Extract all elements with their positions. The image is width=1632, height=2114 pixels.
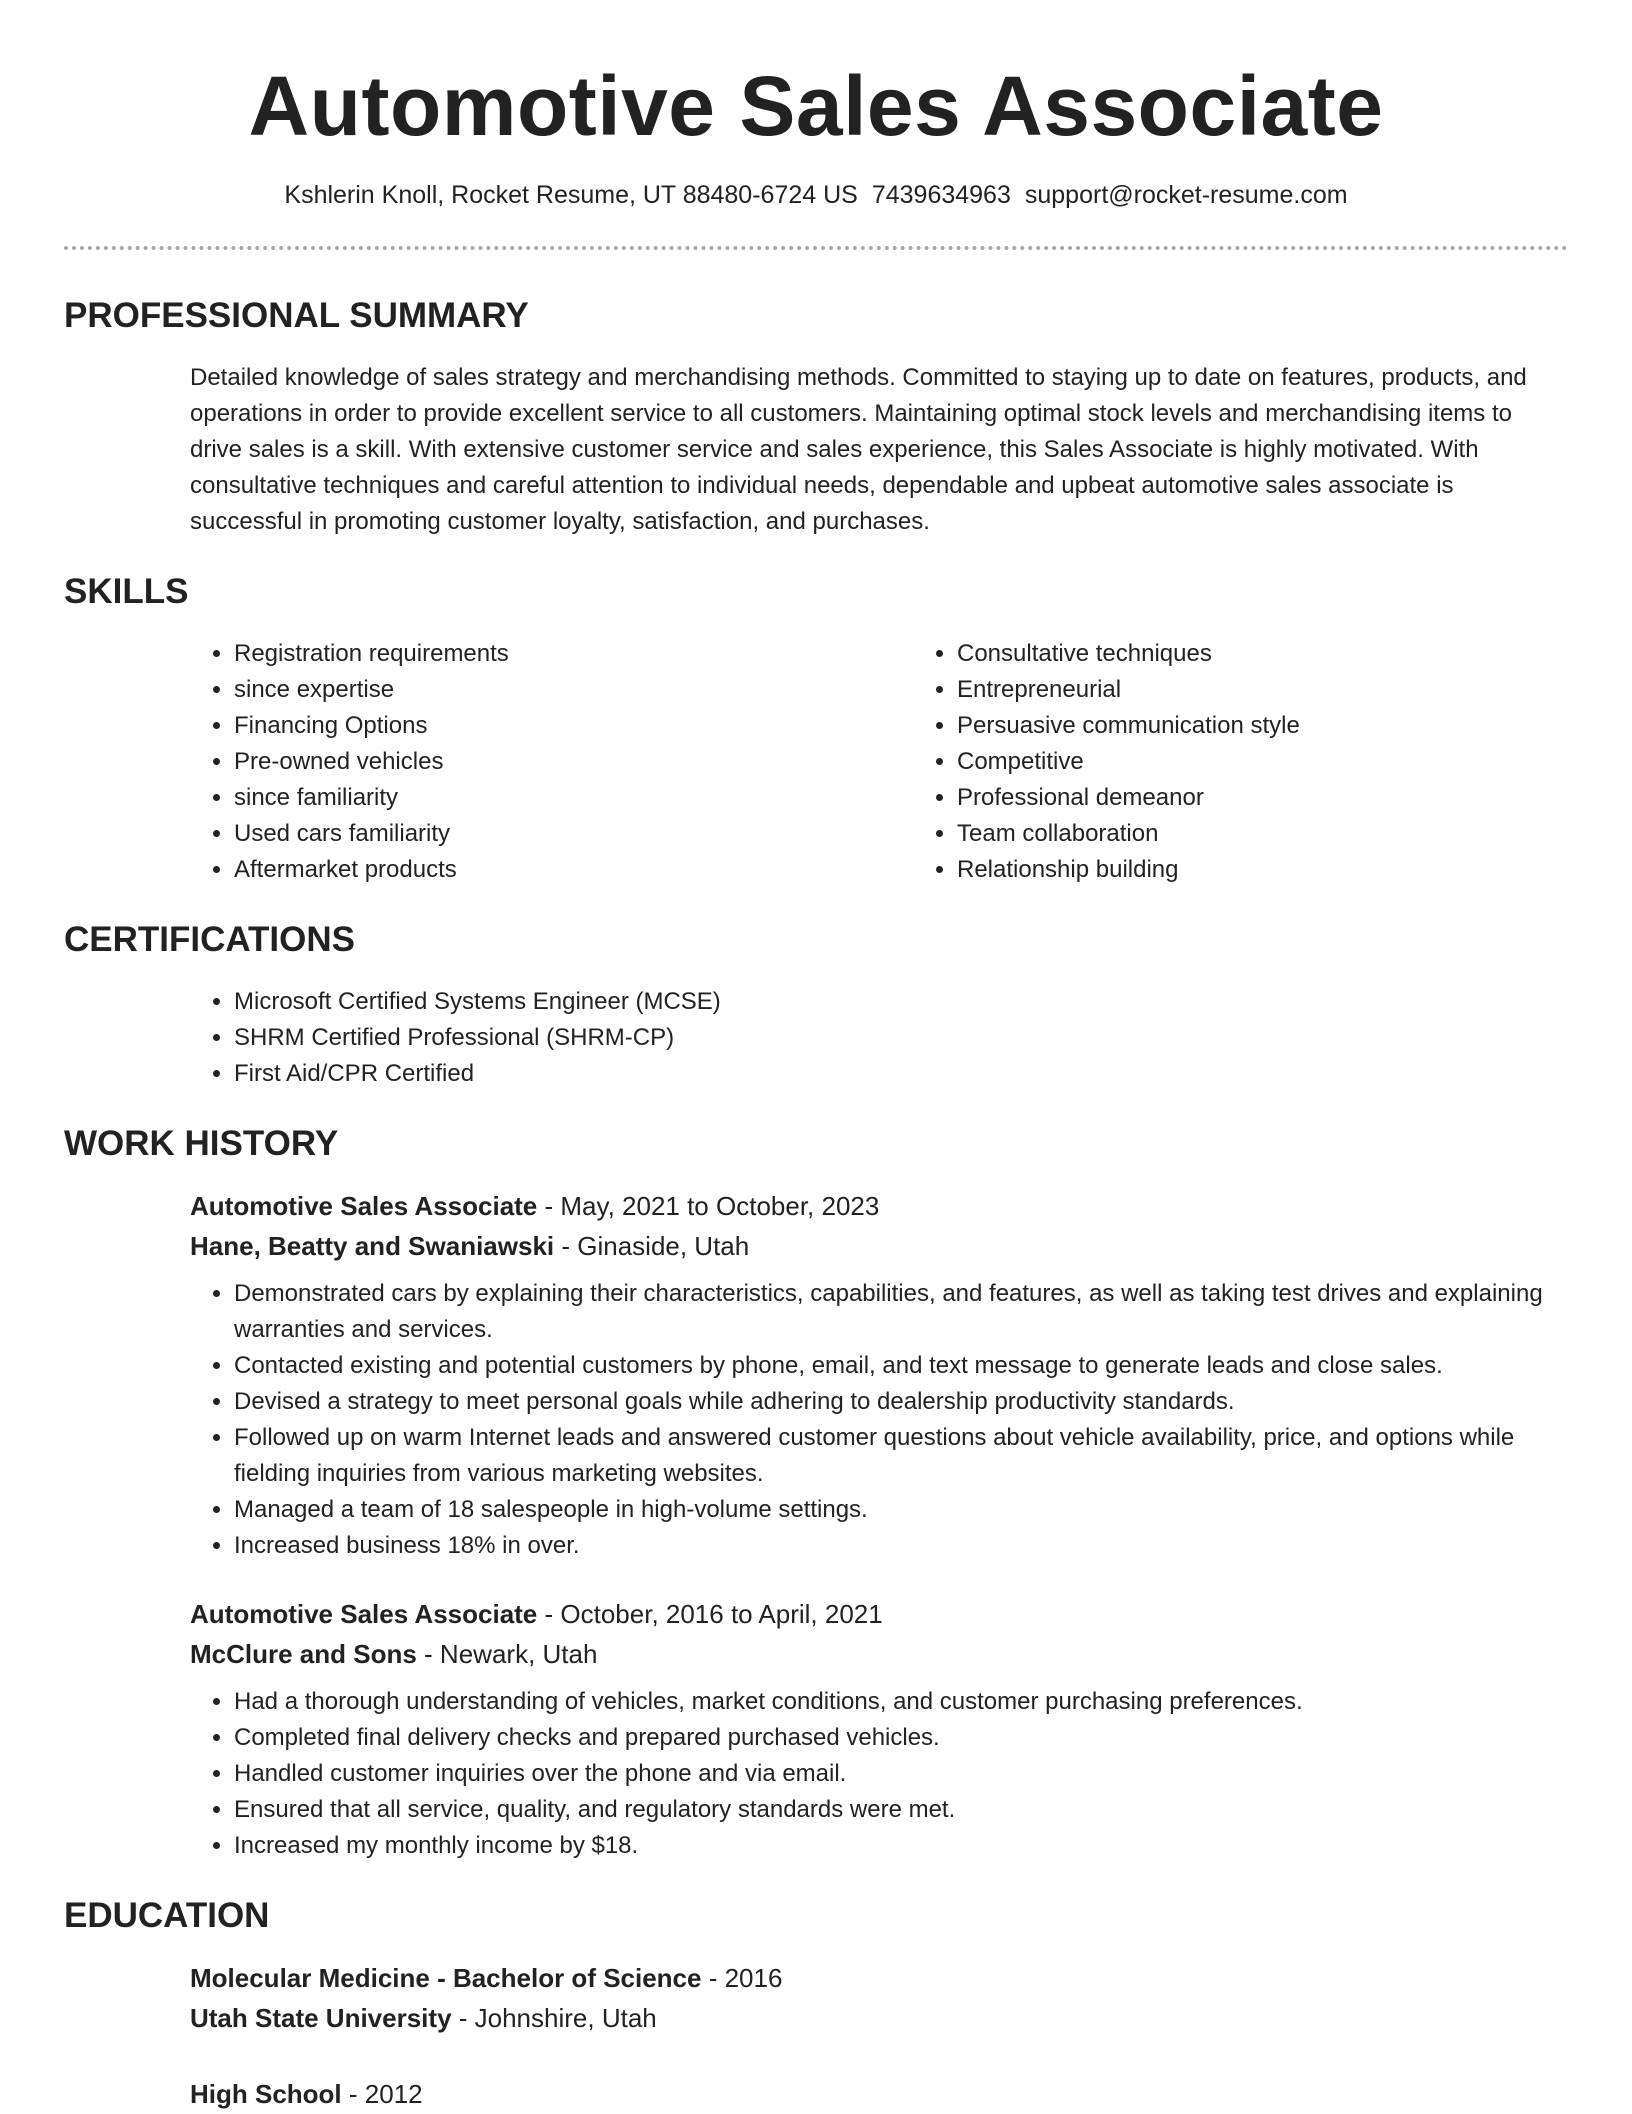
contact-email: support@rocket-resume.com — [1024, 181, 1348, 209]
work-history-body — [190, 1186, 1568, 1864]
section-heading-work-history: WORK HISTORY — [64, 1124, 339, 1163]
contact-line — [64, 178, 1568, 212]
education-year: - 2012 — [341, 2079, 423, 2109]
education-location: - Johnshire, Utah — [451, 2003, 657, 2033]
contact-address: Kshlerin Knoll, Rocket Resume, UT 88480-6724 US — [284, 181, 858, 209]
job-company-line — [190, 1226, 1568, 1266]
certification-item: • SHRM Certified Professional (SHRM-CP) — [234, 1020, 1568, 1056]
skill-item: • Competitive — [957, 744, 1568, 780]
certifications-body — [190, 984, 1568, 1092]
job-bullet: • Increased business 18% in over. — [234, 1528, 1568, 1564]
skills-section — [64, 570, 1568, 888]
skill-item: • since expertise — [234, 672, 913, 708]
skill-item: • Aftermarket products — [234, 852, 913, 888]
summary-body — [190, 360, 1568, 540]
education-degree-line — [190, 2074, 1568, 2114]
skill-item: • Entrepreneurial — [957, 672, 1568, 708]
job-bullet: • Devised a strategy to meet personal goals while adhering to dealership productivity standards. — [234, 1384, 1568, 1420]
section-heading-skills: SKILLS — [64, 572, 189, 611]
education-entry — [190, 2074, 1568, 2114]
job-bullet: • Contacted existing and potential customers by phone, email, and text message to generate leads and close sales. — [234, 1348, 1568, 1384]
education-section — [64, 1894, 1568, 2114]
job-company: Hane, Beatty and Swaniawski — [190, 1231, 555, 1261]
job-title-line — [190, 1186, 1568, 1226]
job-dates: - May, 2021 to October, 2023 — [537, 1191, 880, 1221]
job-bullet: • Completed final delivery checks and prepared purchased vehicles. — [234, 1720, 1568, 1756]
section-heading-education: EDUCATION — [64, 1896, 270, 1935]
job-bullets — [190, 1276, 1568, 1564]
skill-item: • Professional demeanor — [957, 780, 1568, 816]
job-title-line — [190, 1594, 1568, 1634]
job-title: Automotive Sales Associate — [190, 1191, 538, 1221]
job-bullet: • Increased my monthly income by $18. — [234, 1828, 1568, 1864]
section-heading-certifications: CERTIFICATIONS — [64, 920, 356, 959]
skill-item: • Persuasive communication style — [957, 708, 1568, 744]
contact-phone: 7439634963 — [871, 181, 1011, 209]
job-bullet: • Had a thorough understanding of vehicles, market conditions, and customer purchasing preferences. — [234, 1684, 1568, 1720]
header-divider — [64, 246, 1568, 250]
job-bullets — [190, 1684, 1568, 1864]
job-location: - Ginaside, Utah — [554, 1231, 750, 1261]
skill-item: • Pre-owned vehicles — [234, 744, 913, 780]
work-history-section — [64, 1122, 1568, 1864]
education-entry — [190, 1958, 1568, 2038]
skill-item: • Registration requirements — [234, 636, 913, 672]
job-company: McClure and Sons — [190, 1639, 417, 1669]
skill-item: • since familiarity — [234, 780, 913, 816]
education-degree-line — [190, 1958, 1568, 1998]
job-entry — [190, 1186, 1568, 1564]
certifications-list — [190, 984, 1568, 1092]
job-bullet: • Handled customer inquiries over the phone and via email. — [234, 1756, 1568, 1792]
certification-item: • First Aid/CPR Certified — [234, 1056, 1568, 1092]
job-bullet: • Ensured that all service, quality, and regulatory standards were met. — [234, 1792, 1568, 1828]
education-body — [190, 1958, 1568, 2114]
skill-item: • Consultative techniques — [957, 636, 1568, 672]
resume-title: Automotive Sales Associate — [248, 59, 1384, 153]
section-heading-summary: PROFESSIONAL SUMMARY — [64, 296, 529, 335]
job-bullet: • Managed a team of 18 salespeople in high-volume settings. — [234, 1492, 1568, 1528]
summary-text: Detailed knowledge of sales strategy and merchandising methods. Committed to staying up to date on features, products, and operations in order to provide excellent service to all customers. Maintaining optimal stock levels and merchandising items to drive sales is a skill. With extensive customer service and sales experience, this Sales Associate is highly motivated. With consultative techniques and careful attention to individual needs, dependable and upbeat automotive sales associate is successful in promoting customer loyalty, satisfaction, and purchases. — [190, 364, 1527, 535]
education-school-line — [190, 1998, 1568, 2038]
skills-list-left — [190, 636, 913, 888]
certifications-section — [64, 918, 1568, 1092]
job-location: - Newark, Utah — [416, 1639, 598, 1669]
professional-summary-section — [64, 294, 1568, 540]
job-bullet: • Followed up on warm Internet leads and answered customer questions about vehicle availability, price, and options while fielding inquiries from various marketing websites. — [234, 1420, 1568, 1492]
education-year: - 2016 — [701, 1963, 783, 1993]
skill-item: • Relationship building — [957, 852, 1568, 888]
skill-item: • Financing Options — [234, 708, 913, 744]
certification-item: • Microsoft Certified Systems Engineer (MCSE) — [234, 984, 1568, 1020]
education-degree: Molecular Medicine - Bachelor of Science — [190, 1963, 702, 1993]
skill-item: • Team collaboration — [957, 816, 1568, 852]
job-bullet: • Demonstrated cars by explaining their characteristics, capabilities, and features, as well as taking test drives and explaining warranties and services. — [234, 1276, 1568, 1348]
skill-item: • Used cars familiarity — [234, 816, 913, 852]
education-degree: High School — [190, 2079, 342, 2109]
skills-grid — [190, 636, 1568, 888]
job-dates: - October, 2016 to April, 2021 — [537, 1599, 883, 1629]
job-company-line — [190, 1634, 1568, 1674]
job-entry — [190, 1594, 1568, 1864]
education-school: Utah State University — [190, 2003, 452, 2033]
job-title: Automotive Sales Associate — [190, 1599, 538, 1629]
skills-list-right — [913, 636, 1568, 888]
